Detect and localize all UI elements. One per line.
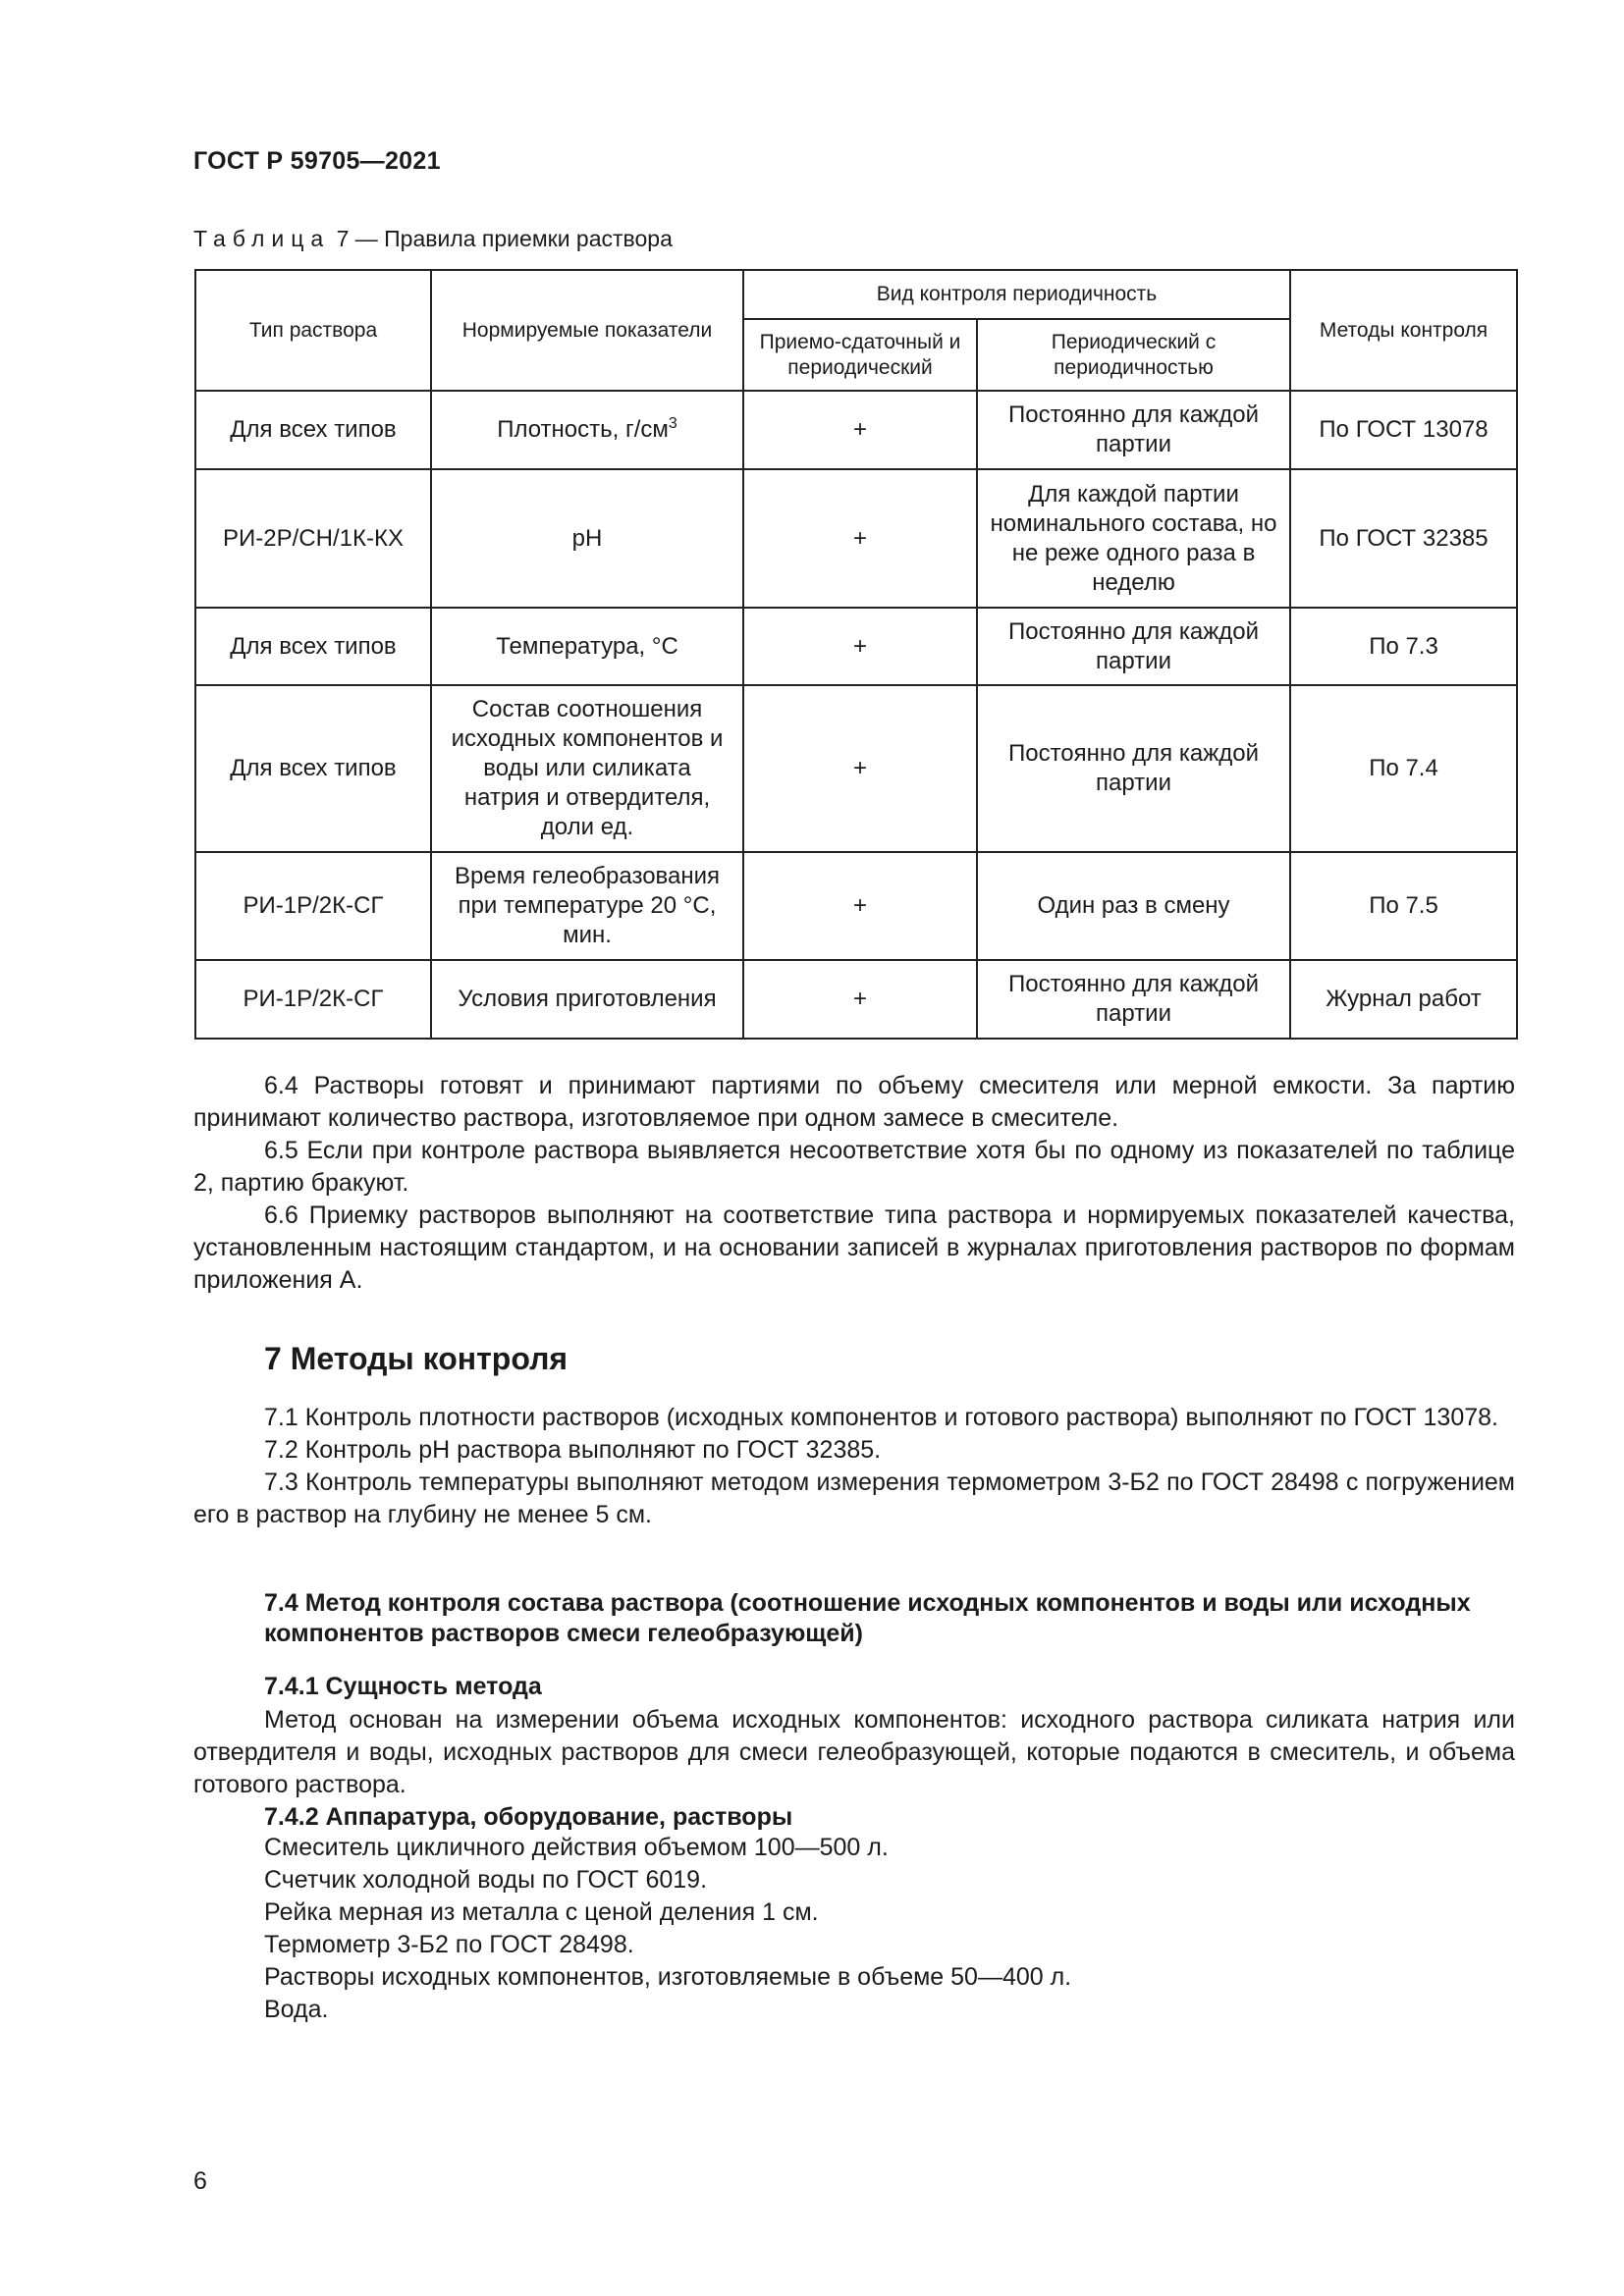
header-solution-type: Тип раствора (195, 270, 431, 391)
indicator-text: Плотность, г/см (497, 416, 669, 443)
list-item: Растворы исходных компонентов, изготовляемые в объеме 50—400 л. (264, 1963, 1072, 1991)
cell-method: По ГОСТ 13078 (1290, 391, 1517, 469)
cell-type: Для всех типов (195, 608, 431, 685)
section-7-heading: 7 Методы контроля (264, 1341, 568, 1376)
cell-acceptance: + (743, 608, 977, 685)
cell-method: По 7.3 (1290, 608, 1517, 685)
paragraph-7-4-1: Метод основан на измерении объема исходных компонентов: исходного раствора силиката натрия или отвердителя и воды, исходных растворов для смеси гелеобразующей, которые подаются в смеситель, и объема готового раствора. (193, 1706, 1515, 1798)
acceptance-rules-table (194, 269, 1518, 1040)
section7-paragraphs (193, 1402, 1515, 1531)
cell-indicator: pH (431, 469, 743, 608)
cell-method: По 7.5 (1290, 852, 1517, 960)
paragraph-6-5: 6.5 Если при контроле раствора выявляется несоответствие хотя бы по одному из показателей по таблице 2, партию бракуют. (193, 1137, 1515, 1197)
list-item: Термометр 3-Б2 по ГОСТ 28498. (264, 1931, 634, 1958)
list-item: Счетчик холодной воды по ГОСТ 6019. (264, 1866, 708, 1894)
header-indicators: Нормируемые показатели (431, 270, 743, 391)
cell-type: РИ-2Р/СН/1К-КХ (195, 469, 431, 608)
header-control-group: Вид контроля периодичность (743, 270, 1290, 319)
cell-indicator: Температура, °С (431, 608, 743, 685)
subsection-7-4-2-heading: 7.4.2 Аппаратура, оборудование, растворы (264, 1803, 793, 1831)
table-row (195, 852, 1517, 960)
paragraph-7-3: 7.3 Контроль температуры выполняют методом измерения термометром 3-Б2 по ГОСТ 28498 с погружением его в раствор на глубину не менее 5 см. (193, 1468, 1515, 1528)
header-methods: Методы контроля (1290, 270, 1517, 391)
cell-type: РИ-1Р/2К-СГ (195, 960, 431, 1039)
cell-periodic: Постоянно для каждой партии (977, 685, 1290, 852)
document-header: ГОСТ Р 59705—2021 (193, 147, 441, 175)
section6-paragraphs (193, 1070, 1515, 1297)
table-caption-label: Таблица (193, 226, 331, 251)
equipment-list (193, 1832, 1515, 2026)
table-caption (193, 226, 673, 252)
table-row (195, 685, 1517, 852)
cell-indicator: Время гелеобразования при температуре 20 °С, мин. (431, 852, 743, 960)
cell-periodic: Один раз в смену (977, 852, 1290, 960)
cell-method: Журнал работ (1290, 960, 1517, 1039)
table-row (195, 391, 1517, 469)
cell-type: Для всех типов (195, 391, 431, 469)
paragraph-7-1: 7.1 Контроль плотности растворов (исходных компонентов и готового раствора) выполняют по ГОСТ 13078. (264, 1404, 1498, 1431)
list-item: Смеситель цикличного действия объемом 100—500 л. (264, 1834, 889, 1861)
cell-periodic: Для каждой партии номинального состава, но не реже одного раза в неделю (977, 469, 1290, 608)
header-acceptance: Приемо-сдаточный и периодический (743, 319, 977, 391)
cell-periodic: Постоянно для каждой партии (977, 391, 1290, 469)
table-row (195, 608, 1517, 685)
list-item: Вода. (264, 1996, 329, 2023)
cell-periodic: Постоянно для каждой партии (977, 608, 1290, 685)
subsection-7-4-1-heading: 7.4.1 Сущность метода (264, 1673, 542, 1700)
method-essence (193, 1704, 1515, 1801)
cell-acceptance: + (743, 685, 977, 852)
paragraph-6-6: 6.6 Приемку растворов выполняют на соответствие типа раствора и нормируемых показателей качества, установленным настоящим стандартом, и на основании записей в журналах приготовления растворов по формам приложения А. (193, 1201, 1515, 1294)
cell-periodic: Постоянно для каждой партии (977, 960, 1290, 1039)
cell-type: РИ-1Р/2К-СГ (195, 852, 431, 960)
cell-indicator: Условия приготовления (431, 960, 743, 1039)
subsection-7-4-heading: 7.4 Метод контроля состава раствора (соотношение исходных компонентов и воды или исходных компонентов растворов смеси гелеобразующей) (264, 1589, 1471, 1647)
table-row (195, 960, 1517, 1039)
cell-method: По 7.4 (1290, 685, 1517, 852)
paragraph-7-2: 7.2 Контроль pH раствора выполняют по ГОСТ 32385. (264, 1436, 882, 1464)
cell-acceptance: + (743, 852, 977, 960)
cell-acceptance: + (743, 391, 977, 469)
cell-indicator (431, 391, 743, 469)
header-periodic: Периодический с периодичностью (977, 319, 1290, 391)
cell-method: По ГОСТ 32385 (1290, 469, 1517, 608)
page-number: 6 (193, 2167, 207, 2195)
cell-indicator: Состав соотношения исходных компонентов и воды или силиката натрия и отвердителя, доли ед. (431, 685, 743, 852)
cell-acceptance: + (743, 469, 977, 608)
cell-type: Для всех типов (195, 685, 431, 852)
table-row (195, 469, 1517, 608)
list-item: Рейка мерная из металла с ценой деления 1 см. (264, 1898, 819, 1926)
table-caption-title: 7 — Правила приемки раствора (330, 226, 673, 251)
cell-acceptance: + (743, 960, 977, 1039)
indicator-superscript: 3 (668, 415, 677, 432)
paragraph-6-4: 6.4 Растворы готовят и принимают партиями по объему смесителя или мерной емкости. За партию принимают количество раствора, изготовляемое при одном замесе в смесителе. (193, 1072, 1515, 1132)
